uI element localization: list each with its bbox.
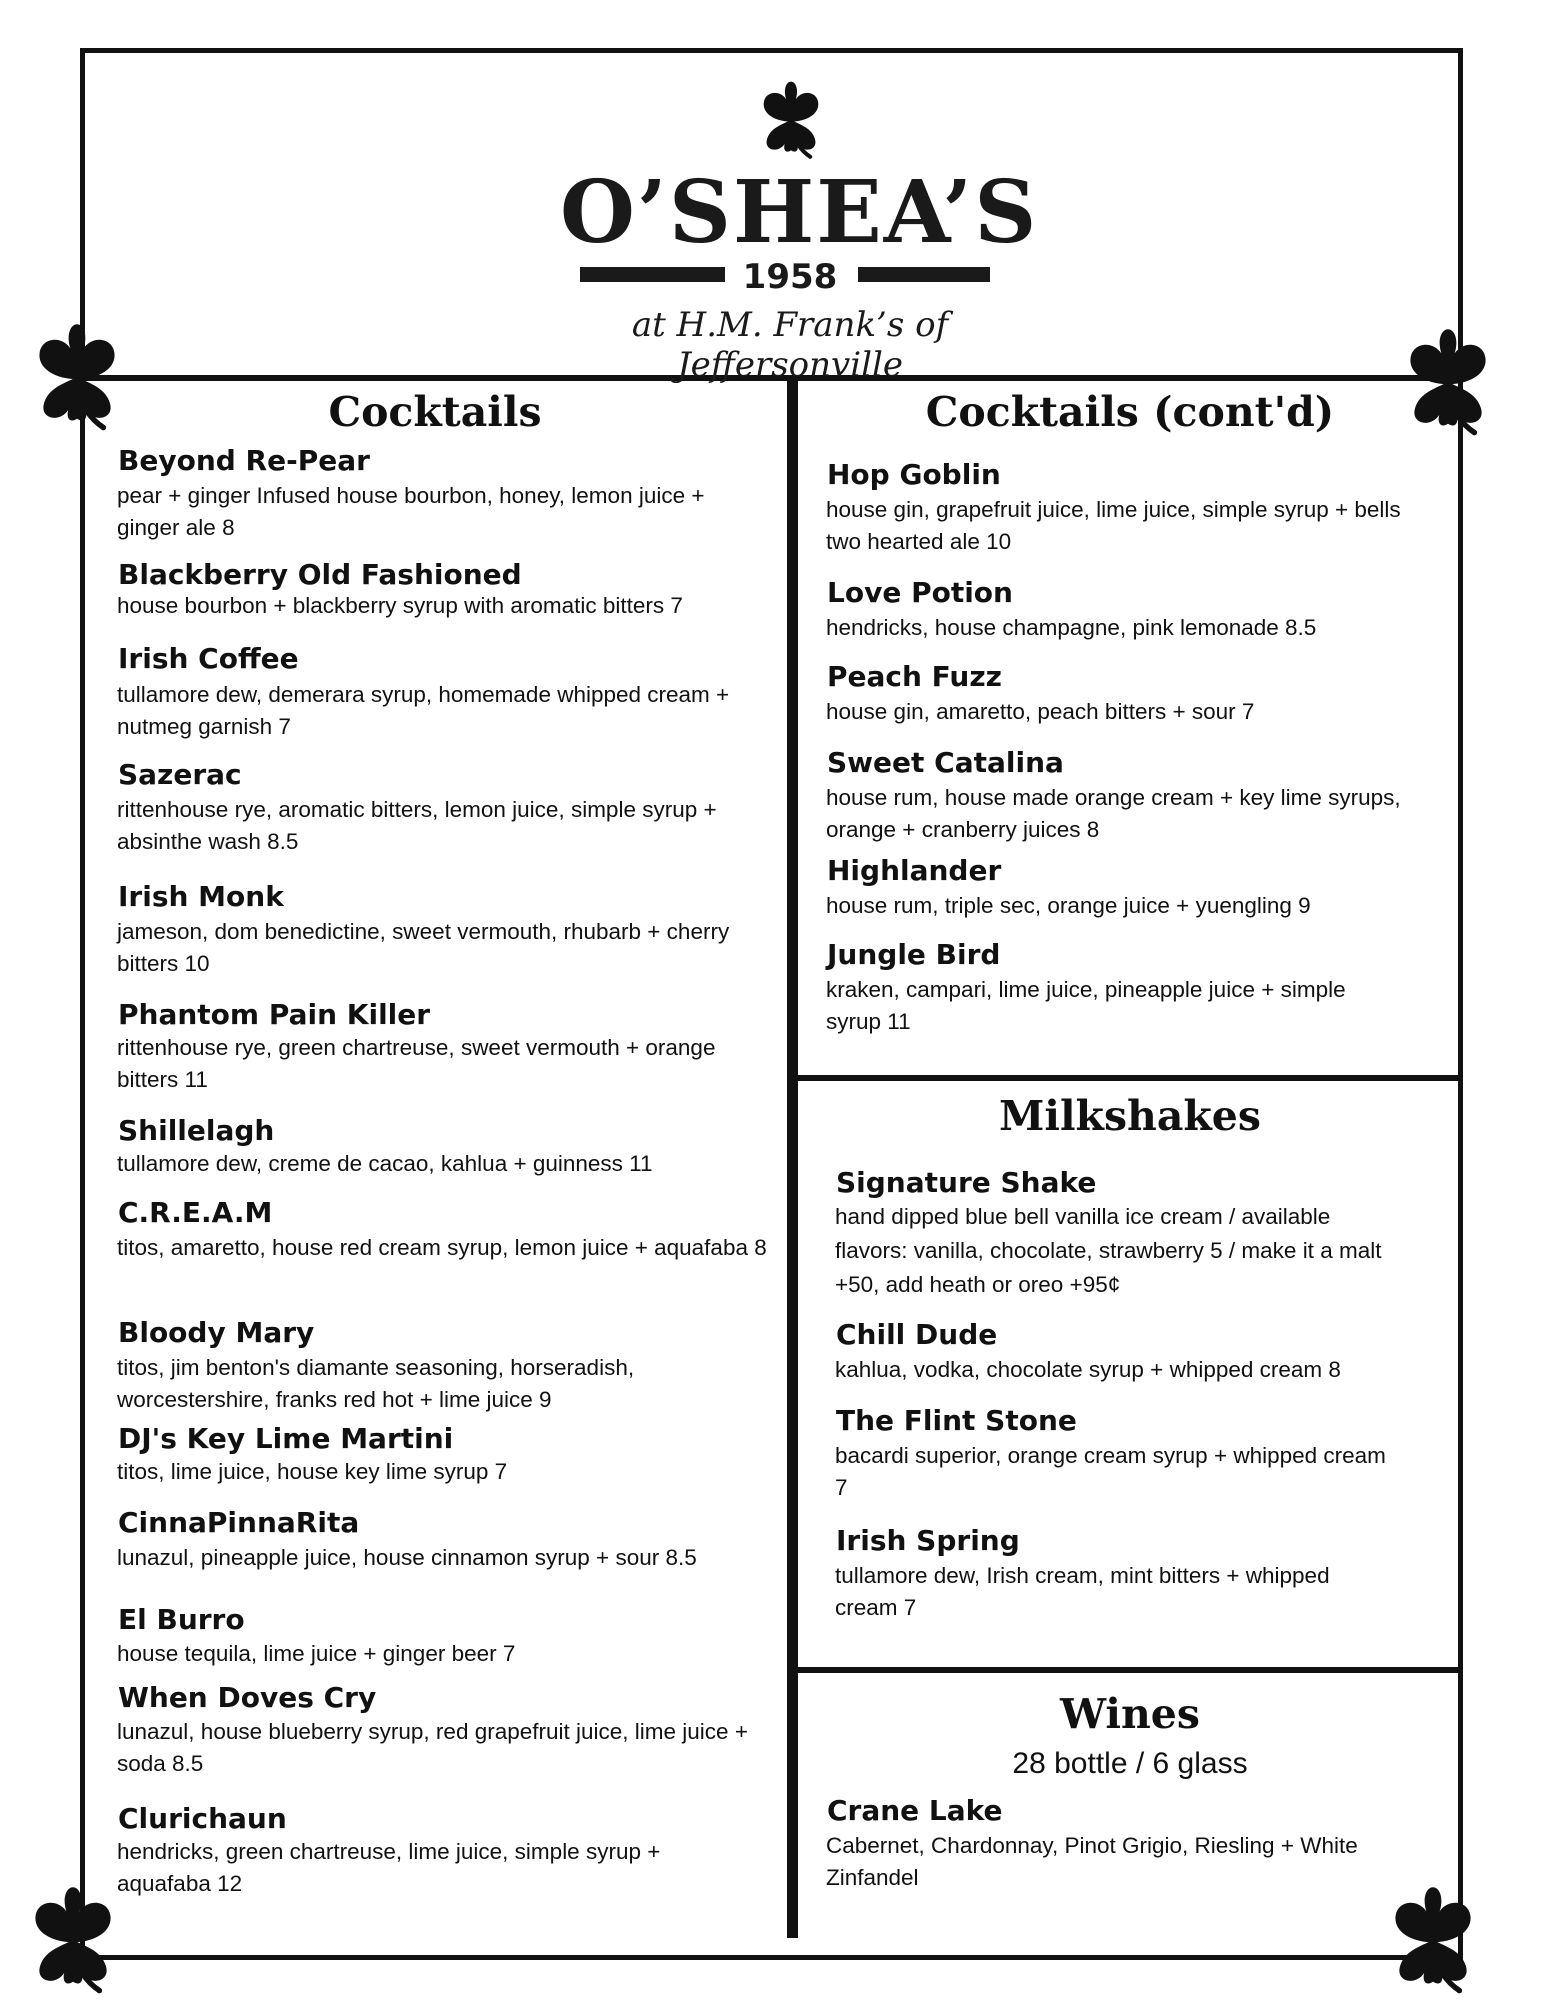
- menu-item-description: rittenhouse rye, green chartreuse, sweet vermouth + orange bitters 11: [117, 1035, 716, 1092]
- menu-item-description: tullamore dew, creme de cacao, kahlua + guinness 11: [117, 1151, 653, 1176]
- menu-item-description: house rum, house made orange cream + key lime syrups, orange + cranberry juices 8: [826, 785, 1401, 842]
- brand-subtitle: at H.M. Frank’s of Jeffersonville: [631, 305, 949, 385]
- brand-bar-left: [580, 267, 725, 282]
- menu-item-description: bacardi superior, orange cream syrup + whipped cream 7: [835, 1443, 1386, 1500]
- menu-item-description: tullamore dew, Irish cream, mint bitters + whipped cream 7: [835, 1563, 1330, 1620]
- shamrock-icon: [1378, 1885, 1488, 1995]
- menu-item-name: CinnaPinnaRita: [118, 1506, 360, 1539]
- menu-item-name: The Flint Stone: [836, 1404, 1077, 1437]
- menu-item-description: titos, amaretto, house red cream syrup, lemon juice + aquafaba 8: [117, 1235, 767, 1260]
- menu-item-description: titos, lime juice, house key lime syrup 7: [117, 1459, 508, 1484]
- menu-item-description: jameson, dom benedictine, sweet vermouth, rhubarb + cherry bitters 10: [117, 919, 730, 976]
- menu-item-name: Phantom Pain Killer: [118, 998, 431, 1031]
- menu-item-name: Clurichaun: [118, 1802, 287, 1835]
- menu-item-description: house gin, amaretto, peach bitters + sour 7: [826, 699, 1255, 724]
- menu-item-description: kahlua, vodka, chocolate syrup + whipped cream 8: [835, 1357, 1341, 1382]
- menu-item-description: hendricks, green chartreuse, lime juice, simple syrup + aquafaba 12: [117, 1839, 661, 1896]
- menu-item-description: pear + ginger Infused house bourbon, honey, lemon juice + ginger ale 8: [117, 483, 705, 540]
- shamrock-icon: [750, 80, 832, 160]
- menu-item-name: Signature Shake: [836, 1166, 1097, 1199]
- menu-item-name: Irish Coffee: [118, 642, 299, 675]
- menu-item-name: DJ's Key Lime Martini: [118, 1422, 454, 1455]
- menu-item-description: rittenhouse rye, aromatic bitters, lemon juice, simple syrup + absinthe wash 8.5: [117, 797, 717, 854]
- section-title-cocktails-contd: Cocktails (cont'd): [925, 388, 1335, 436]
- menu-item-name: Irish Monk: [118, 880, 284, 913]
- section-title-milkshakes: Milkshakes: [999, 1092, 1261, 1140]
- brand-bar-right: [858, 267, 990, 282]
- menu-item-name: Jungle Bird: [827, 938, 1001, 971]
- shamrock-icon: [18, 1885, 128, 1995]
- menu-item-name: Shillelagh: [118, 1114, 275, 1147]
- menu-item-name: Love Potion: [827, 576, 1013, 609]
- menu-item-name: Chill Dude: [836, 1318, 998, 1351]
- menu-item-name: C.R.E.A.M: [118, 1196, 273, 1229]
- brand-year: 1958: [742, 257, 838, 297]
- menu-item-description: tullamore dew, demerara syrup, homemade whipped cream + nutmeg garnish 7: [117, 682, 730, 739]
- menu-item-description: hendricks, house champagne, pink lemonade 8.5: [826, 615, 1317, 640]
- menu-item-description: kraken, campari, lime juice, pineapple juice + simple syrup 11: [826, 977, 1346, 1034]
- menu-item-name: Peach Fuzz: [827, 660, 1002, 693]
- menu-item-description: lunazul, house blueberry syrup, red grapefruit juice, lime juice + soda 8.5: [117, 1719, 748, 1776]
- menu-item-description: Cabernet, Chardonnay, Pinot Grigio, Riesling + White Zinfandel: [826, 1833, 1358, 1890]
- menu-item-name: When Doves Cry: [118, 1681, 377, 1714]
- menu-item-description: house gin, grapefruit juice, lime juice, simple syrup + bells two hearted ale 10: [826, 497, 1401, 554]
- menu-item-name: Sweet Catalina: [827, 746, 1064, 779]
- menu-item-name: Sazerac: [118, 758, 242, 791]
- brand-name: O’SHEA’S: [560, 162, 1039, 263]
- menu-item-description: titos, jim benton's diamante seasoning, horseradish, worcestershire, franks red hot + lime juice 9: [117, 1355, 635, 1412]
- menu-item-description: lunazul, pineapple juice, house cinnamon syrup + sour 8.5: [117, 1545, 697, 1570]
- menu-item-name: Irish Spring: [836, 1524, 1020, 1557]
- menu-item-name: El Burro: [118, 1603, 245, 1636]
- milkshakes-divider: [795, 1075, 1463, 1081]
- wines-divider: [795, 1667, 1463, 1673]
- column-divider: [787, 378, 798, 1938]
- menu-item-name: Beyond Re-Pear: [118, 444, 370, 477]
- menu-item-name: Hop Goblin: [827, 458, 1001, 491]
- menu-item-description: house rum, triple sec, orange juice + yuengling 9: [826, 893, 1311, 918]
- menu-item-name: Crane Lake: [827, 1794, 1003, 1827]
- menu-item-description: house bourbon + blackberry syrup with aromatic bitters 7: [117, 593, 683, 618]
- menu-item-name: Highlander: [827, 854, 1002, 887]
- menu-item-description: house tequila, lime juice + ginger beer 7: [117, 1641, 516, 1666]
- menu-item-name: Blackberry Old Fashioned: [118, 558, 522, 591]
- section-title-cocktails: Cocktails: [328, 388, 542, 436]
- menu-item-name: Bloody Mary: [118, 1316, 315, 1349]
- wines-pricing: 28 bottle / 6 glass: [1012, 1747, 1248, 1780]
- section-title-wines: Wines: [1060, 1690, 1200, 1738]
- menu-item-description: hand dipped blue bell vanilla ice cream / available flavors: vanilla, chocolate, strawberry 5 / make it a malt +50, add heath or oreo +95¢: [835, 1204, 1382, 1297]
